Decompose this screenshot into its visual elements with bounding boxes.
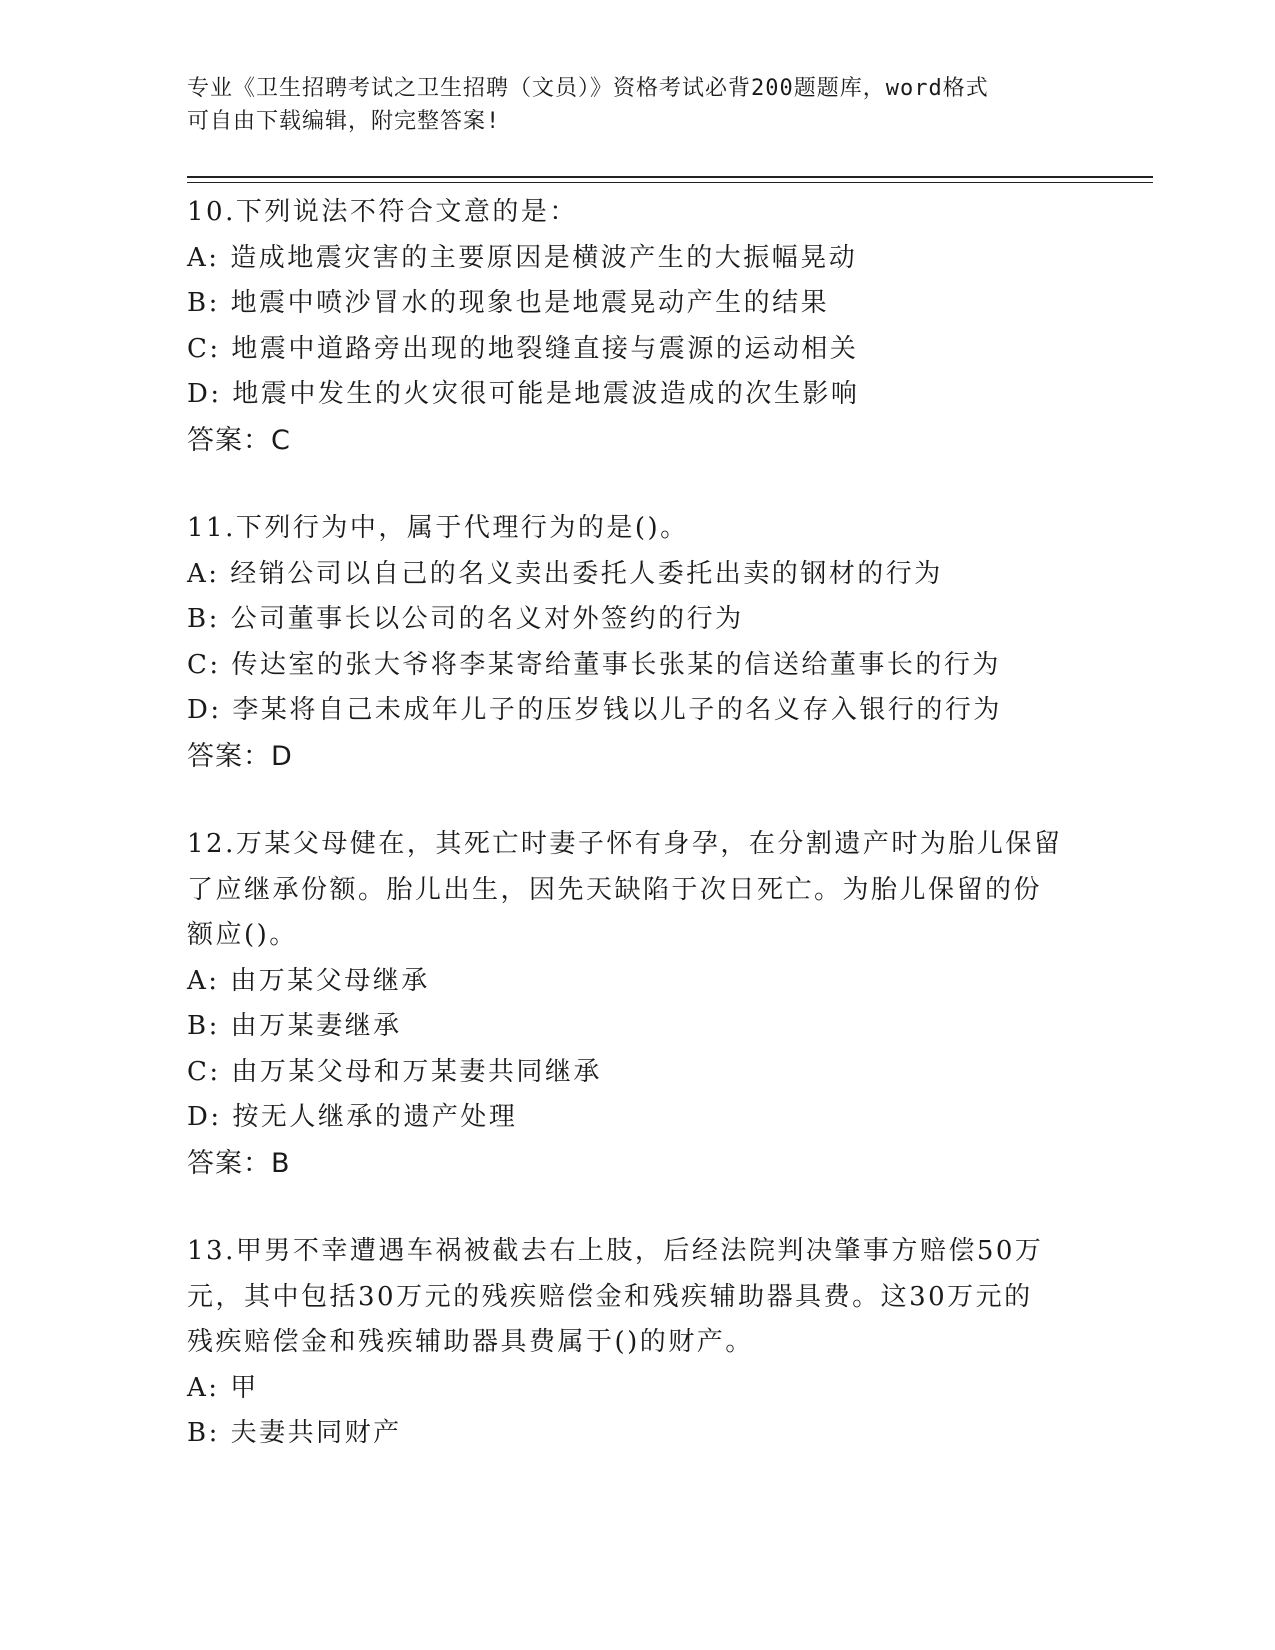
question-stem-line: 残疾赔偿金和残疾辅助器具费属于()的财产。 <box>187 1327 754 1357</box>
option-b: B: 公司董事长以公司的名义对外签约的行为 <box>187 604 744 634</box>
answer-label: 答案：C <box>187 424 291 456</box>
question-10 <box>187 190 1087 463</box>
header-divider-thin <box>187 182 1153 183</box>
option-d: D: 地震中发生的火灾很可能是地震波造成的次生影响 <box>187 379 860 409</box>
question-11 <box>187 506 1087 779</box>
option-b: B: 夫妻共同财产 <box>187 1418 402 1448</box>
option-b: B: 地震中喷沙冒水的现象也是地震晃动产生的结果 <box>187 288 830 318</box>
answer-label: 答案：B <box>187 1147 291 1179</box>
question-stem-line: 13.甲男不幸遭遇车祸被截去右上肢，后经法院判决肇事方赔偿50万 <box>187 1236 1044 1266</box>
option-d: D: 李某将自己未成年儿子的压岁钱以儿子的名义存入银行的行为 <box>187 695 1002 725</box>
option-a: A: 甲 <box>187 1372 259 1403</box>
option-a: A: 造成地震灾害的主要原因是横波产生的大振幅晃动 <box>187 242 858 273</box>
question-stem <box>187 822 1087 959</box>
question-stem <box>187 190 1087 236</box>
option-d: D: 按无人继承的遗产处理 <box>187 1102 518 1132</box>
question-12 <box>187 822 1087 1186</box>
header-title-line-1: 专业《卫生招聘考试之卫生招聘（文员）》资格考试必背200题题库，word格式 <box>187 76 989 101</box>
question-stem-line: 了应继承份额。胎儿出生，因先天缺陷于次日死亡。为胎儿保留的份 <box>187 874 1043 905</box>
option-b: B: 由万某妻继承 <box>187 1011 402 1041</box>
question-stem-line: 10.下列说法不符合文意的是： <box>187 197 578 227</box>
option-c: C: 传达室的张大爷将李某寄给董事长张某的信送给董事长的行为 <box>187 649 1001 680</box>
option-c: C: 由万某父母和万某妻共同继承 <box>187 1056 602 1087</box>
question-stem <box>187 506 1087 552</box>
question-stem-line: 12.万某父母健在，其死亡时妻子怀有身孕，在分割遗产时为胎儿保留 <box>187 829 1063 859</box>
header-divider-thick <box>187 176 1153 178</box>
question-stem-line: 元，其中包括30万元的残疾赔偿金和残疾辅助器具费。这30万元的 <box>187 1281 1033 1312</box>
question-stem-line: 11.下列行为中，属于代理行为的是()。 <box>187 513 689 543</box>
question-list <box>187 190 1087 1500</box>
document-header <box>187 72 1087 138</box>
option-c: C: 地震中道路旁出现的地裂缝直接与震源的运动相关 <box>187 333 859 364</box>
option-a: A: 由万某父母继承 <box>187 965 430 996</box>
question-13 <box>187 1229 1087 1457</box>
header-title-line-2: 可自由下载编辑，附完整答案! <box>187 109 501 134</box>
question-stem-line: 额应()。 <box>187 920 298 950</box>
answer-label: 答案：D <box>187 740 293 772</box>
option-a: A: 经销公司以自己的名义卖出委托人委托出卖的钢材的行为 <box>187 558 943 589</box>
question-stem <box>187 1229 1087 1366</box>
